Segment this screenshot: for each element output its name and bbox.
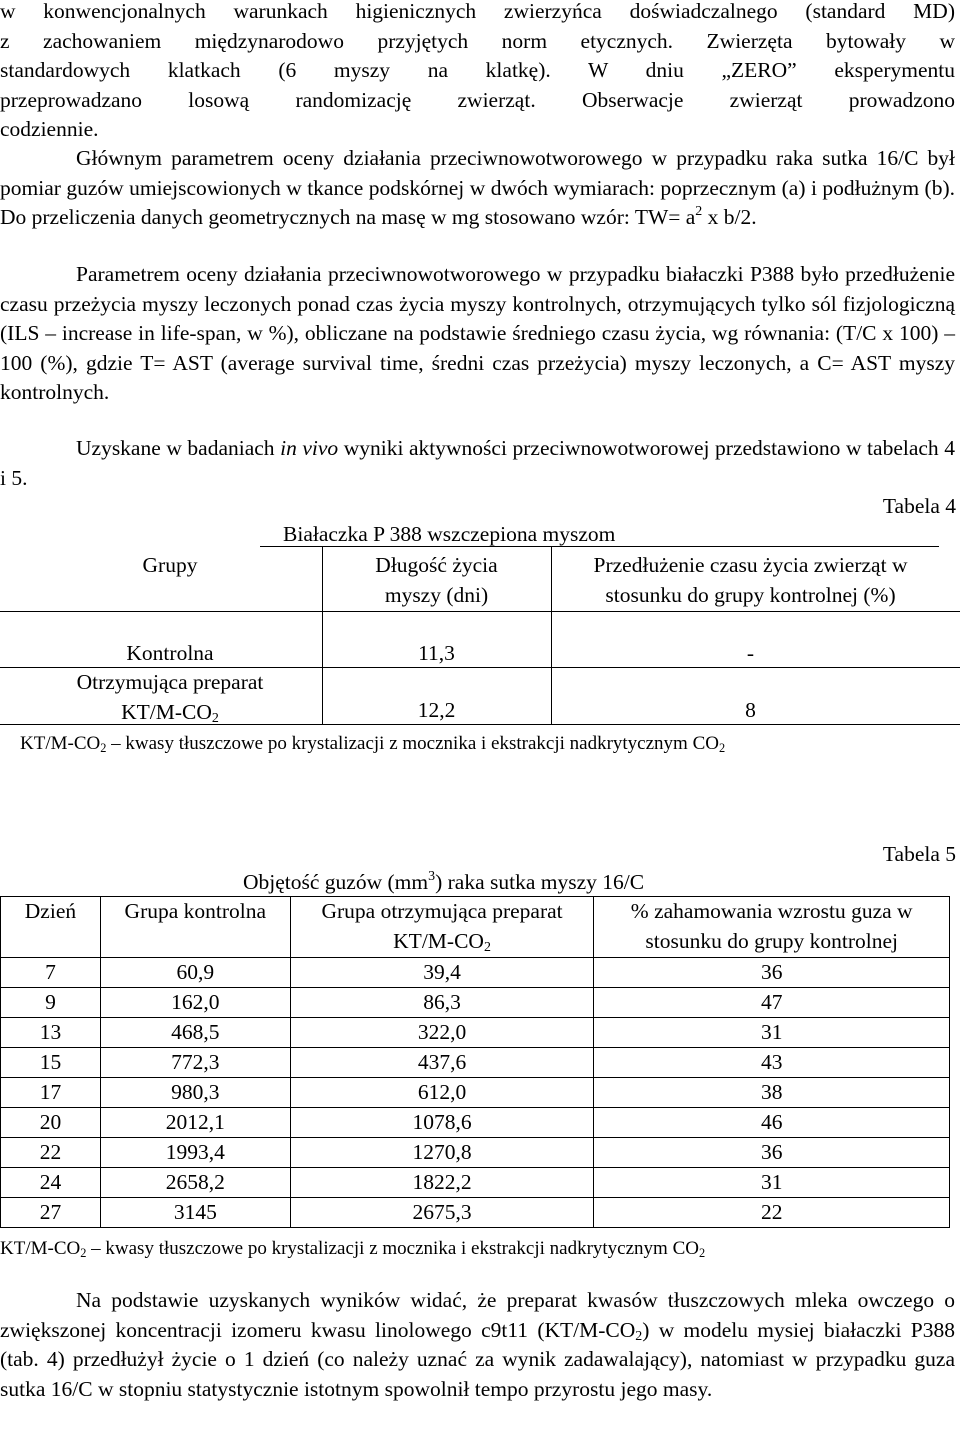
- table5-cell-control: 3145: [100, 1198, 290, 1228]
- table5-cell-control: 162,0: [100, 988, 290, 1018]
- table5-cell-inhibition: 36: [594, 958, 950, 988]
- table5-cell-inhibition: 31: [594, 1018, 950, 1048]
- text-run: Na podstawie uzyskanych wyników widać, że preparat kwasów tłuszczowych mleka owczego o zwiększonej koncentracji izomeru kwasu linolowego c9t11 (KT/M-CO: [0, 1288, 955, 1342]
- table5-cell-control: 2012,1: [100, 1108, 290, 1138]
- table5-header-day: Dzień: [1, 897, 101, 958]
- table5-cell-day: 7: [1, 958, 101, 988]
- table5-cell-treated: 39,4: [290, 958, 594, 988]
- italic-term: in vivo: [280, 436, 339, 460]
- table5-cell-day: 24: [1, 1168, 101, 1198]
- table5-cell-treated: 322,0: [290, 1018, 594, 1048]
- text-run: KT/M-CO: [393, 928, 484, 953]
- table4-cell-group: [0, 668, 340, 727]
- table5-cell-treated: 1270,8: [290, 1138, 594, 1168]
- intro-paragraph-4: [0, 434, 955, 493]
- table-row: [1, 988, 950, 1018]
- table4-header-lifespan: [322, 551, 551, 610]
- text-run: ) w modelu mysiej białaczki P388 (tab. 4) przedłużył życie o 1 dzień (co należy uznać za wynik zadawalający), natomiast w przypadku guza sutka 16/C w stopniu statystycznie istotnym spowolnił tempo przyrostu jego masy.: [0, 1317, 955, 1401]
- superscript: 3: [428, 869, 436, 884]
- text-run: ) raka sutka myszy 16/C: [435, 870, 645, 894]
- text-run: KT/M-CO: [0, 1238, 81, 1259]
- subscript: 2: [635, 1328, 643, 1344]
- table5-header-treated: [290, 897, 594, 958]
- subscript: 2: [80, 1246, 87, 1260]
- subscript: 2: [100, 741, 107, 755]
- text-line: codziennie.: [0, 117, 99, 141]
- text-run: x b/2.: [702, 205, 757, 229]
- table-row: [1, 1168, 950, 1198]
- table4: [0, 546, 960, 726]
- table-row: [1, 1078, 950, 1108]
- text-run: – kwasy tłuszczowe po krystalizacji z mocznika i ekstrakcji nadkrytycznym CO: [106, 733, 719, 754]
- table5-cell-inhibition: 31: [594, 1168, 950, 1198]
- table-row: [1, 1138, 950, 1168]
- text-line: z zachowaniem międzynarodowo przyjętych norm etycznych. Zwierzęta bytowały w: [0, 28, 955, 53]
- table5-cell-inhibition: 22: [594, 1198, 950, 1228]
- text-run: wyniki aktywności przeciwnowotworowej przedstawiono w tabelach 4 i 5.: [0, 436, 955, 490]
- text-run: Objętość guzów (mm: [243, 870, 429, 894]
- table5-cell-treated: 437,6: [290, 1048, 594, 1078]
- text-run: KT/M-CO: [121, 699, 212, 724]
- subscript: 2: [483, 939, 491, 955]
- header-line: Długość życia: [375, 553, 498, 577]
- table5-cell-day: 20: [1, 1108, 101, 1138]
- conclusion-paragraph: [0, 1286, 955, 1404]
- table5-cell-treated: 2675,3: [290, 1198, 594, 1228]
- header-line: stosunku do grupy kontrolnej (%): [605, 582, 896, 607]
- intro-paragraph-3: Parametrem oceny działania przeciwnowotworowego w przypadku białaczki P388 było przedłużenie czasu przeżycia myszy leczonych ponad czas życia myszy kontrolnych, otrzymujących tylko sól fizjologiczną (ILS – increase in life-span, w %), obliczane na podstawie średniego czasu życia, wg równania: (T/C x 100) – 100 (%), gdzie T= AST (average survival time, średni czas przeżycia) myszy leczonych, a C= AST myszy kontrolnych.: [0, 262, 955, 404]
- table5-cell-day: 15: [1, 1048, 101, 1078]
- table-row: [1, 1048, 950, 1078]
- text-line: w konwencjonalnych warunkach higienicznych zwierzyńca doświadczalnego (standard MD): [0, 0, 955, 23]
- table5-cell-control: 1993,4: [100, 1138, 290, 1168]
- header-line: stosunku do grupy kontrolnej: [645, 928, 898, 953]
- table4-rule: [0, 611, 960, 612]
- table5-cell-control: 2658,2: [100, 1168, 290, 1198]
- header-line: myszy (dni): [384, 582, 489, 607]
- subscript: 2: [718, 741, 726, 755]
- table4-cell-life: 12,2: [417, 698, 456, 722]
- subscript: 2: [698, 1246, 706, 1260]
- text-line: przeprowadzano losową randomizację zwierząt. Obserwacje zwierząt prowadzono: [0, 87, 955, 112]
- table5-cell-inhibition: 43: [594, 1048, 950, 1078]
- table5-cell-day: 9: [1, 988, 101, 1018]
- table5-header-row: [1, 897, 950, 958]
- table5-cell-inhibition: 47: [594, 988, 950, 1018]
- cell-line: Otrzymująca preparat: [76, 670, 264, 694]
- table5-cell-inhibition: 36: [594, 1138, 950, 1168]
- table5-label: Tabela 5: [882, 842, 956, 866]
- text-line: standardowych klatkach (6 myszy na klatkę). W dniu „ZERO” eksperymentu: [0, 58, 955, 82]
- table4-label: Tabela 4: [882, 494, 956, 518]
- table-row: [1, 958, 950, 988]
- table-row: [1, 1198, 950, 1228]
- table4-footnote: [20, 729, 725, 759]
- table5-header-inhibition: [594, 897, 950, 958]
- table4-title: Białaczka P 388 wszczepiona myszom: [283, 522, 616, 546]
- table4-header-extension: [551, 551, 950, 610]
- table5-footnote: [0, 1234, 705, 1264]
- table5-cell-control: 772,3: [100, 1048, 290, 1078]
- table4-cell-group: Kontrolna: [126, 641, 214, 665]
- text-run: Głównym parametrem oceny działania przeciwnowotworowego w przypadku raka sutka 16/C był pomiar guzów umiejscowionych w tkance podskórnej w dwóch wymiarach: poprzecznym (a) i podłużnym (b). Do przeliczenia danych geometrycznych na masę w mg stosowano wzór: TW= a: [0, 146, 955, 229]
- text-run: Uzyskane w badaniach: [76, 436, 281, 460]
- table5-cell-treated: 612,0: [290, 1078, 594, 1108]
- header-line: % zahamowania wzrostu guza w: [630, 899, 913, 923]
- table5-cell-day: 13: [1, 1018, 101, 1048]
- table4-cell-ext: -: [746, 641, 755, 665]
- header-line: [291, 927, 594, 957]
- table4-header-groups: Grupy: [142, 553, 198, 577]
- text-run: – kwasy tłuszczowe po krystalizacji z mocznika i ekstrakcji nadkrytycznym CO: [86, 1238, 699, 1259]
- table4-cell-ext: 8: [745, 698, 756, 722]
- table5-header-control: Grupa kontrolna: [100, 897, 290, 958]
- table4-cell-life: 11,3: [418, 641, 455, 665]
- table5-cell-day: 22: [1, 1138, 101, 1168]
- cell-line: [0, 698, 340, 728]
- header-line: Przedłużenie czasu życia zwierząt w: [593, 553, 908, 577]
- table5-cell-control: 468,5: [100, 1018, 290, 1048]
- table5-cell-inhibition: 46: [594, 1108, 950, 1138]
- table5-cell-control: 980,3: [100, 1078, 290, 1108]
- table5-title: [243, 868, 644, 898]
- subscript: 2: [211, 710, 219, 726]
- text-run: KT/M-CO: [20, 733, 101, 754]
- table-row: [1, 1018, 950, 1048]
- table-row: [1, 1108, 950, 1138]
- table5: [0, 896, 950, 1228]
- table5-cell-day: 17: [1, 1078, 101, 1108]
- table5-cell-control: 60,9: [100, 958, 290, 988]
- table4-rule: [260, 546, 939, 547]
- table5-body: [1, 958, 950, 1228]
- intro-paragraph-2: [0, 144, 955, 233]
- intro-paragraph-1: [0, 0, 955, 145]
- table5-cell-treated: 1078,6: [290, 1108, 594, 1138]
- table5-cell-day: 27: [1, 1198, 101, 1228]
- table5-cell-treated: 86,3: [290, 988, 594, 1018]
- header-line: Grupa otrzymująca preparat: [321, 899, 563, 923]
- table5-cell-inhibition: 38: [594, 1078, 950, 1108]
- superscript: 2: [695, 204, 703, 219]
- table5-cell-treated: 1822,2: [290, 1168, 594, 1198]
